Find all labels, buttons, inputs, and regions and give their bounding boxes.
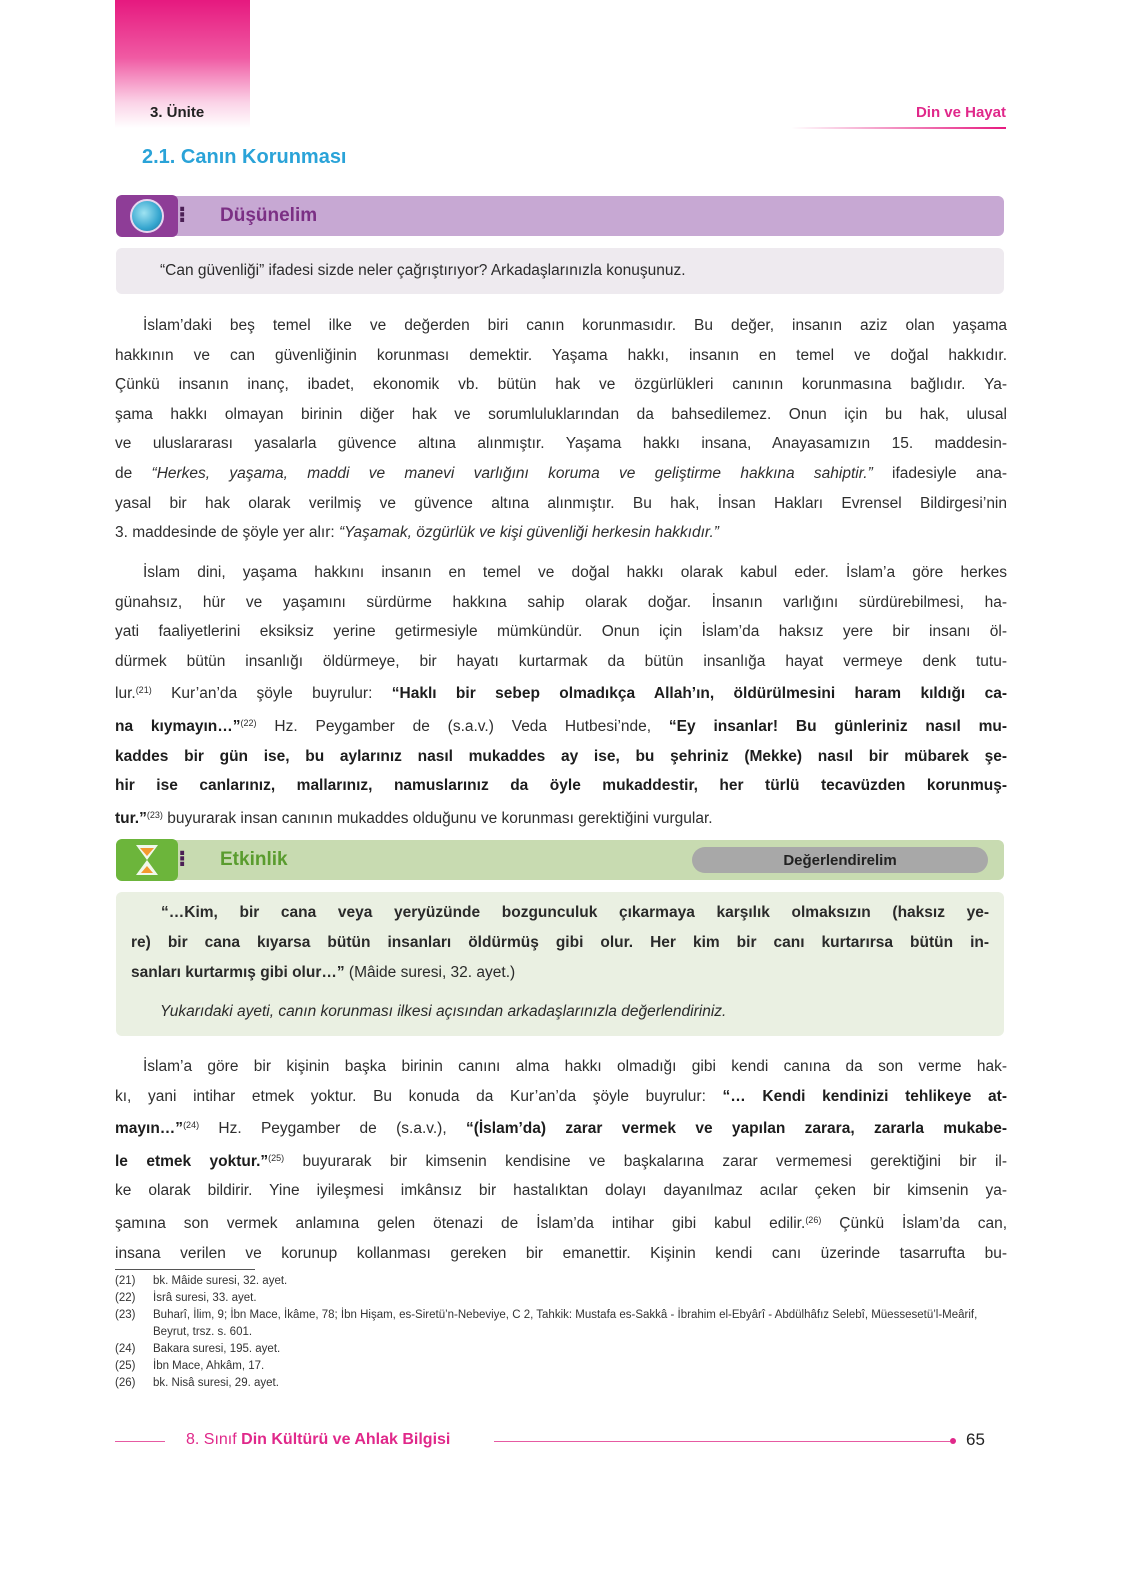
footnote: (25) İbn Mace, Ahkâm, 17.: [115, 1360, 265, 1372]
paragraph-line: kaddes bir gün ise, bu aylarınız nasıl mukaddes ay ise, bu şehriniz (Mekke) nasıl bir mübarek şe-: [115, 747, 1007, 765]
verse-line: “…Kim, bir cana veya yeryüzünde bozgunculuk çıkarmaya karşılık olmaksızın (haksız ye-: [161, 904, 989, 921]
paragraph-line: şamına son vermek anlamına gelen ötenazi de İslam’da intihar gibi kabul edilir.$^{(26)}$ Çünkü İslam’da can,: [115, 1214, 1007, 1232]
paragraph-line: İslam dini, yaşama hakkını insanın en temel ve doğal hakkı olarak kabul eder. İslam’a göre herkes: [143, 564, 1007, 581]
footnote-ref: (26): [805, 1214, 822, 1225]
paragraph-line: le etmek yoktur.”$^{(25)}$ buyurarak bir kimsenin kendisine ve başkalarına zarar vermemesi gerektiğini bir il-: [115, 1152, 1007, 1170]
paragraph-line: tur.”$^{(23)}$ buyurarak insan canının mukaddes olduğunu ve korunması gerektiğini vurgular.: [115, 809, 713, 827]
footnote-ref: (22): [240, 717, 257, 728]
paragraph-line: de “Herkes, yaşama, maddi ve manevi varlığını koruma ve geliştirme hakkına sahiptir.” ifadesiyle ana-: [115, 464, 1007, 482]
paragraph-line: 3. maddesinde de şöyle yer alır: “Yaşamak, özgürlük ve kişi güvenliği herkesin hakkıdır.”: [115, 524, 719, 542]
footnote-ref: (21): [135, 685, 152, 696]
footnote-ref: (23): [146, 809, 163, 820]
paragraph-line: dürmek bütün insanlığı öldürmeye, bir hayatı kurtarmak da bütün insanlığa hayat vermeye denk tutu-: [115, 652, 1007, 670]
footnote: (22) İsrâ suresi, 33. ayet.: [115, 1292, 257, 1304]
paragraph-line: ke olarak bildirir. Yine iyileşmesi imkânsız bir hastalıktan dolayı dayanılmaz acılar çeken bir kimsenin ya-: [115, 1182, 1007, 1200]
paragraph-2: [115, 558, 1007, 833]
verse-line: re) bir cana kıyarsa bütün insanları öldürmüş gibi olur. Her kim bir canı kurtarırsa bütün in-: [131, 934, 989, 951]
bracket-icon: ⁝: [178, 846, 187, 871]
section-title: 2.1. Canın Korunması: [142, 146, 347, 168]
constitution-quote: “Herkes, yaşama, maddi ve manevi varlığını koruma ve geliştirme hakkına sahiptir.”: [151, 464, 873, 482]
declaration-quote: “Yaşamak, özgürlük ve kişi güvenliği herkesin hakkıdır.”: [339, 524, 719, 542]
paragraph-line: İslam’daki beş temel ilke ve değerden biri canın korunmasıdır. Bu değer, insanın aziz olan yaşama: [143, 317, 1007, 334]
paragraph-3: [115, 1052, 1007, 1268]
activity-verse: [131, 898, 989, 988]
chapter-underline: [791, 127, 1006, 129]
activity-tag: Değerlendirelim: [692, 847, 988, 873]
page-number: 65: [966, 1430, 985, 1449]
think-label: Düşünelim: [220, 205, 318, 226]
paragraph-line: İslam’a göre bir kişinin başka birinin canını alma hakkı olmadığı gibi kendi canına da son verme hak-: [143, 1058, 1007, 1075]
paragraph-line: kı, yani intihar etmek yoktur. Bu konuda da Kur’an’da şöyle buyrulur: “… Kendi kendinizi tehlikeye at-: [115, 1087, 1007, 1105]
footnote: (26) bk. Nisâ suresi, 29. ayet.: [115, 1377, 279, 1389]
footer-rule-left: [115, 1441, 165, 1442]
paragraph-1: [115, 311, 1007, 548]
footnote: (23) Buharî, İlim, 9; İbn Mace, İkâme, 78; İbn Hişam, es-Siretü’n-Nebeviye, C 2, Tahkik: Mustafa es-Sakkâ - İbrahim el-Ebyârî - Abdülhâfız Selebî, Müessesetü’l-Meârif, Beyrut, trsz. s. 601.: [115, 1309, 978, 1338]
paragraph-line: Çünkü insanın inanç, ibadet, ekonomik vb. bütün hak ve özgürlükleri canının korunmasına bağlıdır. Ya-: [115, 376, 1007, 394]
footer-book-title: 8. Sınıf Din Kültürü ve Ahlak Bilgisi: [186, 1431, 451, 1448]
paragraph-line: şama hakkı olmayan birinin diğer hak ve sorumluluklarından da bahsedilemez. Onun için bu hak, ulusal: [115, 405, 1007, 423]
paragraph-line: lur.$^{(21)}$ Kur’an’da şöyle buyrulur: “Haklı bir sebep olmadıkça Allah’ın, öldürülmesini haram kıldığı ca-: [115, 685, 1008, 703]
footnote-ref: (24): [183, 1120, 200, 1131]
hourglass-icon: [116, 839, 178, 881]
paragraph-line: na kıymayın…”$^{(22)}$ Hz. Peygamber de (s.a.v.) Veda Hutbesi’nde, “Ey insanlar! Bu günleriniz nasıl mu-: [115, 717, 1008, 735]
verse-line: sanları kurtarmış gibi olur…” (Mâide suresi, 32. ayet.): [131, 964, 516, 981]
footnote-divider: [115, 1269, 255, 1270]
activity-instruction: Yukarıdaki ayeti, canın korunması ilkesi açısından arkadaşlarınızla değerlendiriniz.: [160, 1003, 727, 1020]
paragraph-line: yasal bir hak olarak verilmiş ve güvence altına alınmıştır. Bu hak, İnsan Hakları Evrensel Bildirgesi’nin: [115, 494, 1007, 512]
footer-dot: [950, 1438, 956, 1444]
unit-label: 3. Ünite: [150, 104, 205, 121]
footnote-ref: (25): [268, 1152, 285, 1163]
paragraph-line: hakkının ve can güvenliğinin korunması demektir. Yaşama hakkı, insanın en temel ve doğal hakkıdır.: [115, 346, 1007, 364]
footer-rule-right: [494, 1441, 950, 1442]
activity-label: Etkinlik: [220, 849, 288, 870]
globe-icon: [116, 195, 178, 237]
footnote: (24) Bakara suresi, 195. ayet.: [115, 1343, 281, 1355]
paragraph-line: mayın…”$^{(24)}$ Hz. Peygamber de (s.a.v.), “(İslam’da) zarar vermek ve yapılan zarara, zararla mukabe-: [115, 1120, 1007, 1138]
footnote: (21) bk. Mâide suresi, 32. ayet.: [115, 1275, 288, 1287]
think-question: “Can güvenliği” ifadesi sizde neler çağrıştırıyor? Arkadaşlarınızla konuşunuz.: [160, 262, 686, 279]
paragraph-line: ve uluslararası yasalarla güvence altına alınmıştır. Yaşama hakkı insana, Anayasamızın 15. maddesin-: [115, 435, 1007, 453]
footnotes: [115, 1273, 1007, 1392]
chapter-label: Din ve Hayat: [915, 104, 1006, 121]
paragraph-line: günahsız, hür ve yaşamını sürdürme hakkına sahip olarak doğar. İnsanın varlığını sürdürebilmesi, ha-: [115, 593, 1007, 611]
bracket-icon: ⁝: [178, 202, 187, 227]
paragraph-line: hir ise canlarınız, mallarınız, namuslarınız da öyle mukaddestir, her türlü tecavüzden korunmuş-: [115, 777, 1007, 795]
paragraph-line: yati faaliyetlerini eksiksiz yerine getirmesiyle mümkündür. Onun için İslam’da haksız yere bir insanı öl-: [115, 623, 1007, 641]
paragraph-line: insana verilen ve korunup kollanması gereken bir emanettir. Kişinin kendi canı üzerinde tasarrufta bu-: [115, 1244, 1007, 1262]
